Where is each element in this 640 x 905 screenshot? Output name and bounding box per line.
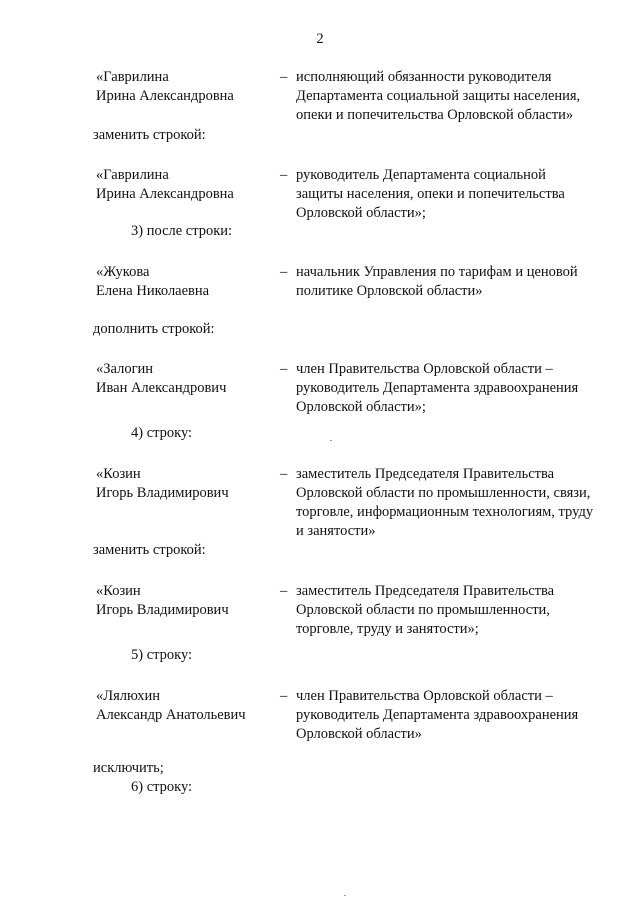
position-line: Департамента социальной защиты населения, [296, 88, 581, 104]
instruction-text: 3) после строки: [131, 223, 233, 239]
position-line: опеки и попечительства Орловской области» [296, 107, 574, 123]
position-text [296, 68, 596, 125]
surname: «Козин [96, 466, 141, 482]
position-text [296, 263, 596, 301]
surname: «Козин [96, 583, 141, 599]
position-text [296, 582, 596, 639]
instruction-text: заменить строкой: [93, 542, 206, 558]
position-text [296, 360, 596, 417]
person-name [96, 360, 276, 398]
instruction-text: 5) строку: [131, 647, 193, 663]
surname: «Залогин [96, 361, 154, 377]
instruction-text: 4) строку: [131, 425, 193, 441]
position-line: член Правительства Орловской области – [296, 688, 553, 704]
given-name: Ирина Александровна [96, 186, 234, 202]
dash: – [280, 264, 288, 280]
scan-speck [330, 440, 332, 441]
position-line: Орловской области по промышленности, [296, 602, 550, 618]
position-line: руководитель Департамента здравоохранения [296, 380, 579, 396]
given-name: Игорь Владимирович [96, 485, 229, 501]
dash: – [280, 688, 288, 704]
position-line: начальник Управления по тарифам и ценовой [296, 264, 578, 280]
position-line: Орловской области» [296, 726, 422, 742]
instruction-text: дополнить строкой: [93, 321, 215, 337]
page-number: 2 [316, 31, 324, 47]
position-text [296, 687, 596, 744]
position-line: торговле, информационным технологиям, труду [296, 504, 594, 520]
given-name: Ирина Александровна [96, 88, 234, 104]
person-name [96, 263, 276, 301]
dash: – [280, 583, 288, 599]
scan-speck [344, 895, 346, 896]
given-name: Игорь Владимирович [96, 602, 229, 618]
position-line: исполняющий обязанности руководителя [296, 69, 552, 85]
position-line: заместитель Председателя Правительства [296, 583, 555, 599]
surname: «Гаврилина [96, 69, 169, 85]
position-line: член Правительства Орловской области – [296, 361, 553, 377]
position-text [296, 166, 596, 223]
position-line: руководитель Департамента социальной [296, 167, 546, 183]
given-name: Елена Николаевна [96, 283, 210, 299]
surname: «Жукова [96, 264, 150, 280]
position-line: Орловской области по промышленности, связи, [296, 485, 591, 501]
instruction-text: заменить строкой: [93, 127, 206, 143]
position-line: руководитель Департамента здравоохранения [296, 707, 579, 723]
instruction-text: 6) строку: [131, 779, 193, 795]
surname: «Лялюхин [96, 688, 161, 704]
position-line: Орловской области»; [296, 205, 426, 221]
person-name [96, 582, 276, 620]
position-line: и занятости» [296, 523, 376, 539]
person-name [96, 465, 276, 503]
dash: – [280, 466, 288, 482]
position-line: Орловской области»; [296, 399, 426, 415]
person-name [96, 687, 276, 725]
surname: «Гаврилина [96, 167, 169, 183]
given-name: Александр Анатольевич [96, 707, 246, 723]
position-line: торговле, труду и занятости»; [296, 621, 479, 637]
position-text [296, 465, 596, 541]
instruction-text: исключить; [93, 760, 164, 776]
dash: – [280, 69, 288, 85]
given-name: Иван Александрович [96, 380, 227, 396]
position-line: политике Орловской области» [296, 283, 483, 299]
position-line: защиты населения, опеки и попечительства [296, 186, 565, 202]
position-line: заместитель Председателя Правительства [296, 466, 555, 482]
dash: – [280, 167, 288, 183]
dash: – [280, 361, 288, 377]
person-name [96, 68, 276, 106]
person-name [96, 166, 276, 204]
